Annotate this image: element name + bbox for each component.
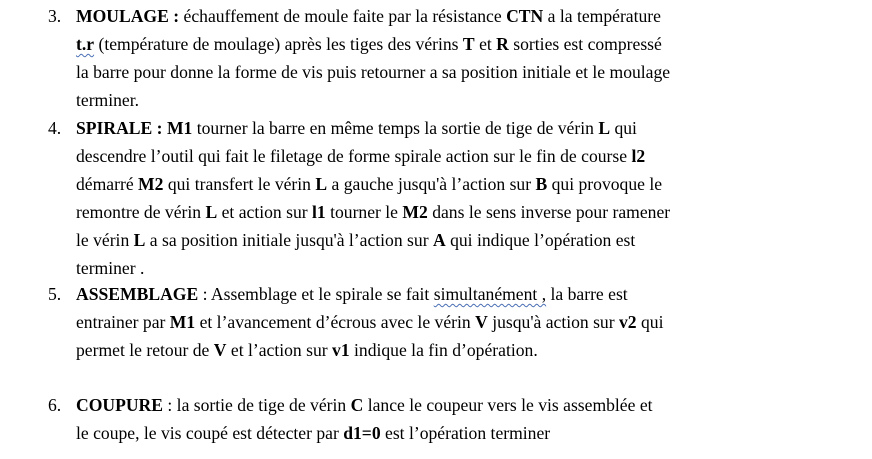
item-line	[76, 6, 661, 26]
line-text: et action sur	[217, 202, 312, 222]
line-text: indique la fin d’opération.	[349, 340, 538, 360]
bold-term: CTN	[506, 6, 544, 26]
bold-term: d1=0	[343, 423, 381, 443]
item-line	[76, 34, 662, 54]
item-line	[76, 312, 663, 332]
bold-term: M2	[402, 202, 428, 222]
bold-term: M1	[166, 118, 193, 138]
line-text: a sa position initiale jusqu'à l’action sur	[145, 230, 433, 250]
bold-term: L	[598, 118, 611, 138]
item-line	[76, 230, 635, 250]
line-text: terminer.	[76, 90, 140, 110]
item-number: 6.	[48, 395, 62, 415]
item-line	[76, 146, 645, 166]
bold-term: l1	[312, 202, 326, 222]
line-text: dans le sens inverse pour ramener	[427, 202, 671, 222]
item-line	[76, 284, 628, 304]
line-text: entrainer par	[76, 312, 170, 332]
spellcheck-text: simultanément ,	[433, 284, 547, 304]
line-text: a gauche jusqu'à l’action sur	[327, 174, 536, 194]
item-number: 4.	[48, 118, 62, 138]
bold-term: l2	[631, 146, 646, 166]
item-line	[76, 340, 538, 360]
bold-term: M1	[169, 312, 196, 332]
bold-term: V	[475, 312, 488, 332]
line-text: (température de moulage) après les tiges des vérins	[94, 34, 463, 54]
bold-term: A	[432, 230, 446, 250]
line-text: qui indique l’opération est	[445, 230, 636, 250]
bold-term: L	[205, 202, 218, 222]
item-number: 5.	[48, 284, 62, 304]
line-text: et l’avancement d’écrous avec le vérin	[195, 312, 476, 332]
item-line	[76, 62, 670, 82]
line-text: permet le retour de	[76, 340, 214, 360]
bold-term: T	[462, 34, 475, 54]
bold-term-spellcheck: t.r	[76, 34, 95, 54]
item-line	[76, 258, 144, 278]
line-text: jusqu'à action sur	[487, 312, 619, 332]
line-text: qui	[636, 312, 664, 332]
item-title: ASSEMBLAGE	[76, 284, 199, 304]
item-line	[76, 423, 550, 443]
line-text: a la température	[543, 6, 661, 26]
line-text: la barre est	[546, 284, 628, 304]
line-text: le vérin	[76, 230, 134, 250]
line-text: qui transfert le vérin	[163, 174, 316, 194]
line-text: descendre l’outil qui fait le filetage de forme spirale action sur le fin de course	[76, 146, 632, 166]
item-line	[76, 202, 670, 222]
bold-term: M2	[138, 174, 164, 194]
line-text: : la sortie de tige de vérin	[163, 395, 351, 415]
line-text: démarré	[76, 174, 139, 194]
line-text: sorties est compressé	[508, 34, 662, 54]
line-text: le coupe, le vis coupé est détecter par	[76, 423, 344, 443]
item-number: 3.	[48, 6, 62, 26]
bold-term: L	[133, 230, 146, 250]
line-text: la barre pour donne la forme de vis puis retourner a sa position initiale et le moulage	[76, 62, 671, 82]
line-text: échauffement de moule faite par la résistance	[179, 6, 507, 26]
bold-term: C	[350, 395, 364, 415]
line-text: lance le coupeur vers le vis assemblée et	[363, 395, 653, 415]
item-title: SPIRALE :	[76, 118, 163, 138]
line-text: est l’opération terminer	[380, 423, 551, 443]
line-text: tourner la barre en même temps la sortie de tige de vérin	[192, 118, 599, 138]
item-line	[76, 90, 139, 110]
line-text: remontre de vérin	[76, 202, 206, 222]
line-text: qui provoque le	[547, 174, 663, 194]
item-line	[76, 118, 637, 138]
bold-term: B	[535, 174, 548, 194]
line-text: et l’action sur	[226, 340, 333, 360]
bold-term: v1	[332, 340, 350, 360]
bold-term: L	[315, 174, 328, 194]
line-text: terminer .	[76, 258, 145, 278]
item-line	[76, 174, 662, 194]
bold-term: V	[213, 340, 227, 360]
line-text: qui	[610, 118, 637, 138]
line-text: tourner le	[325, 202, 403, 222]
item-line	[76, 395, 653, 415]
item-title: COUPURE	[76, 395, 163, 415]
bold-term: v2	[619, 312, 637, 332]
item-title: MOULAGE :	[76, 6, 180, 26]
line-text: : Assemblage et le spirale se fait	[198, 284, 434, 304]
bold-term: R	[496, 34, 509, 54]
line-text: et	[474, 34, 497, 54]
